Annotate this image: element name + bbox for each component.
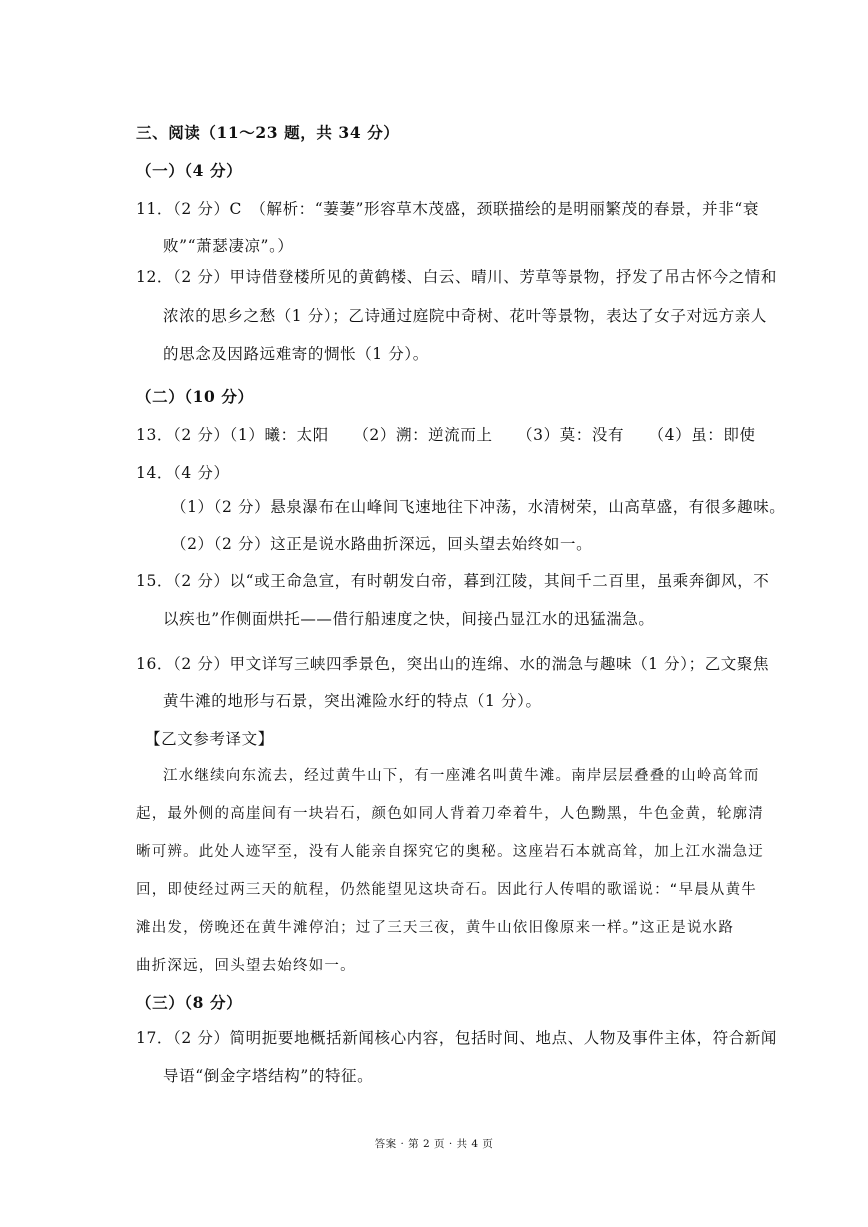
part2-heading: （二）（10 分） — [136, 387, 254, 406]
translation-line: 回，即使经过两三天的航程，仍然能望见这块奇石。因此行人传唱的歌谣说：“早晨从黄牛 — [136, 882, 758, 898]
q15-line2: 以疾也”作侧面烘托——借行船速度之快，间接凸显江水的迅猛湍急。 — [163, 610, 655, 628]
q14: 14．（4 分） — [136, 464, 230, 482]
q13: 13．（2 分）（1）曦：太阳 （2）溯：逆流而上 （3）莫：没有 （4）虽：即使 — [136, 426, 756, 444]
page-footer: 答案 · 第 2 页 · 共 4 页 — [374, 1138, 494, 1150]
q14-1: （1）（2 分）悬泉瀑布在山峰间飞速地往下冲荡，水清树荣，山高草盛，有很多趣味。 — [171, 498, 786, 516]
translation-title: 【乙文参考译文】 — [145, 730, 274, 748]
q17-line1: 17．（2 分）简明扼要地概括新闻核心内容，包括时间、地点、人物及事件主体，符合新闻 — [136, 1029, 777, 1047]
q17-line2: 导语“倒金字塔结构”的特征。 — [163, 1067, 374, 1085]
translation-line: 曲折深远，回头望去始终如一。 — [136, 958, 356, 974]
q12-line3: 的思念及因路远难寄的惆怅（1 分）。 — [163, 345, 429, 363]
q12-line1: 12．（2 分）甲诗借登楼所见的黄鹤楼、白云、晴川、芳草等景物，抒发了吊古怀今之情和 — [136, 268, 777, 286]
q16-line2: 黄牛滩的地形与石景，突出滩险水纡的特点（1 分）。 — [163, 692, 542, 710]
q15-line1: 15．（2 分）以“或王命急宣，有时朝发白帝，暮到江陵，其间千二百里，虽乘奔御风，不 — [136, 572, 770, 590]
q14-2: （2）（2 分）这正是说水路曲折深远，回头望去始终如一。 — [171, 535, 593, 553]
q16-line1: 16．（2 分）甲文详写三峡四季景色，突出山的连绵、水的湍急与趣味（1 分）；乙文聚焦 — [136, 655, 770, 673]
translation-line: 江水继续向东流去，经过黄牛山下，有一座滩名叫黄牛滩。南岸层层叠叠的山岭高耸而 — [163, 768, 760, 784]
translation-line: 晰可辨。此处人迹罕至，没有人能亲自探究它的奥秘。这座岩石本就高耸，加上江水湍急迂 — [136, 844, 764, 860]
section-title: 三、阅读（11～23 题，共 34 分） — [136, 123, 400, 142]
part1-heading: （一）（4 分） — [136, 161, 243, 180]
q11-line2: 败”“萧瑟凄凉”。） — [163, 237, 294, 255]
q11-line1: 11．（2 分）C （解析：“萋萋”形容草木茂盛，颈联描绘的是明丽繁茂的春景，并非“衰 — [136, 200, 759, 218]
translation-line: 起，最外侧的高崖间有一块岩石，颜色如同人背着刀牵着牛，人色黝黑，牛色金黄，轮廓清 — [136, 806, 764, 822]
q12-line2: 浓浓的思乡之愁（1 分）；乙诗通过庭院中奇树、花叶等景物，表达了女子对远方亲人 — [163, 307, 767, 325]
part3-heading: （三）（8 分） — [136, 993, 243, 1012]
translation-line: 滩出发，傍晚还在黄牛滩停泊；过了三天三夜，黄牛山依旧像原来一样。”这正是说水路 — [136, 920, 735, 936]
